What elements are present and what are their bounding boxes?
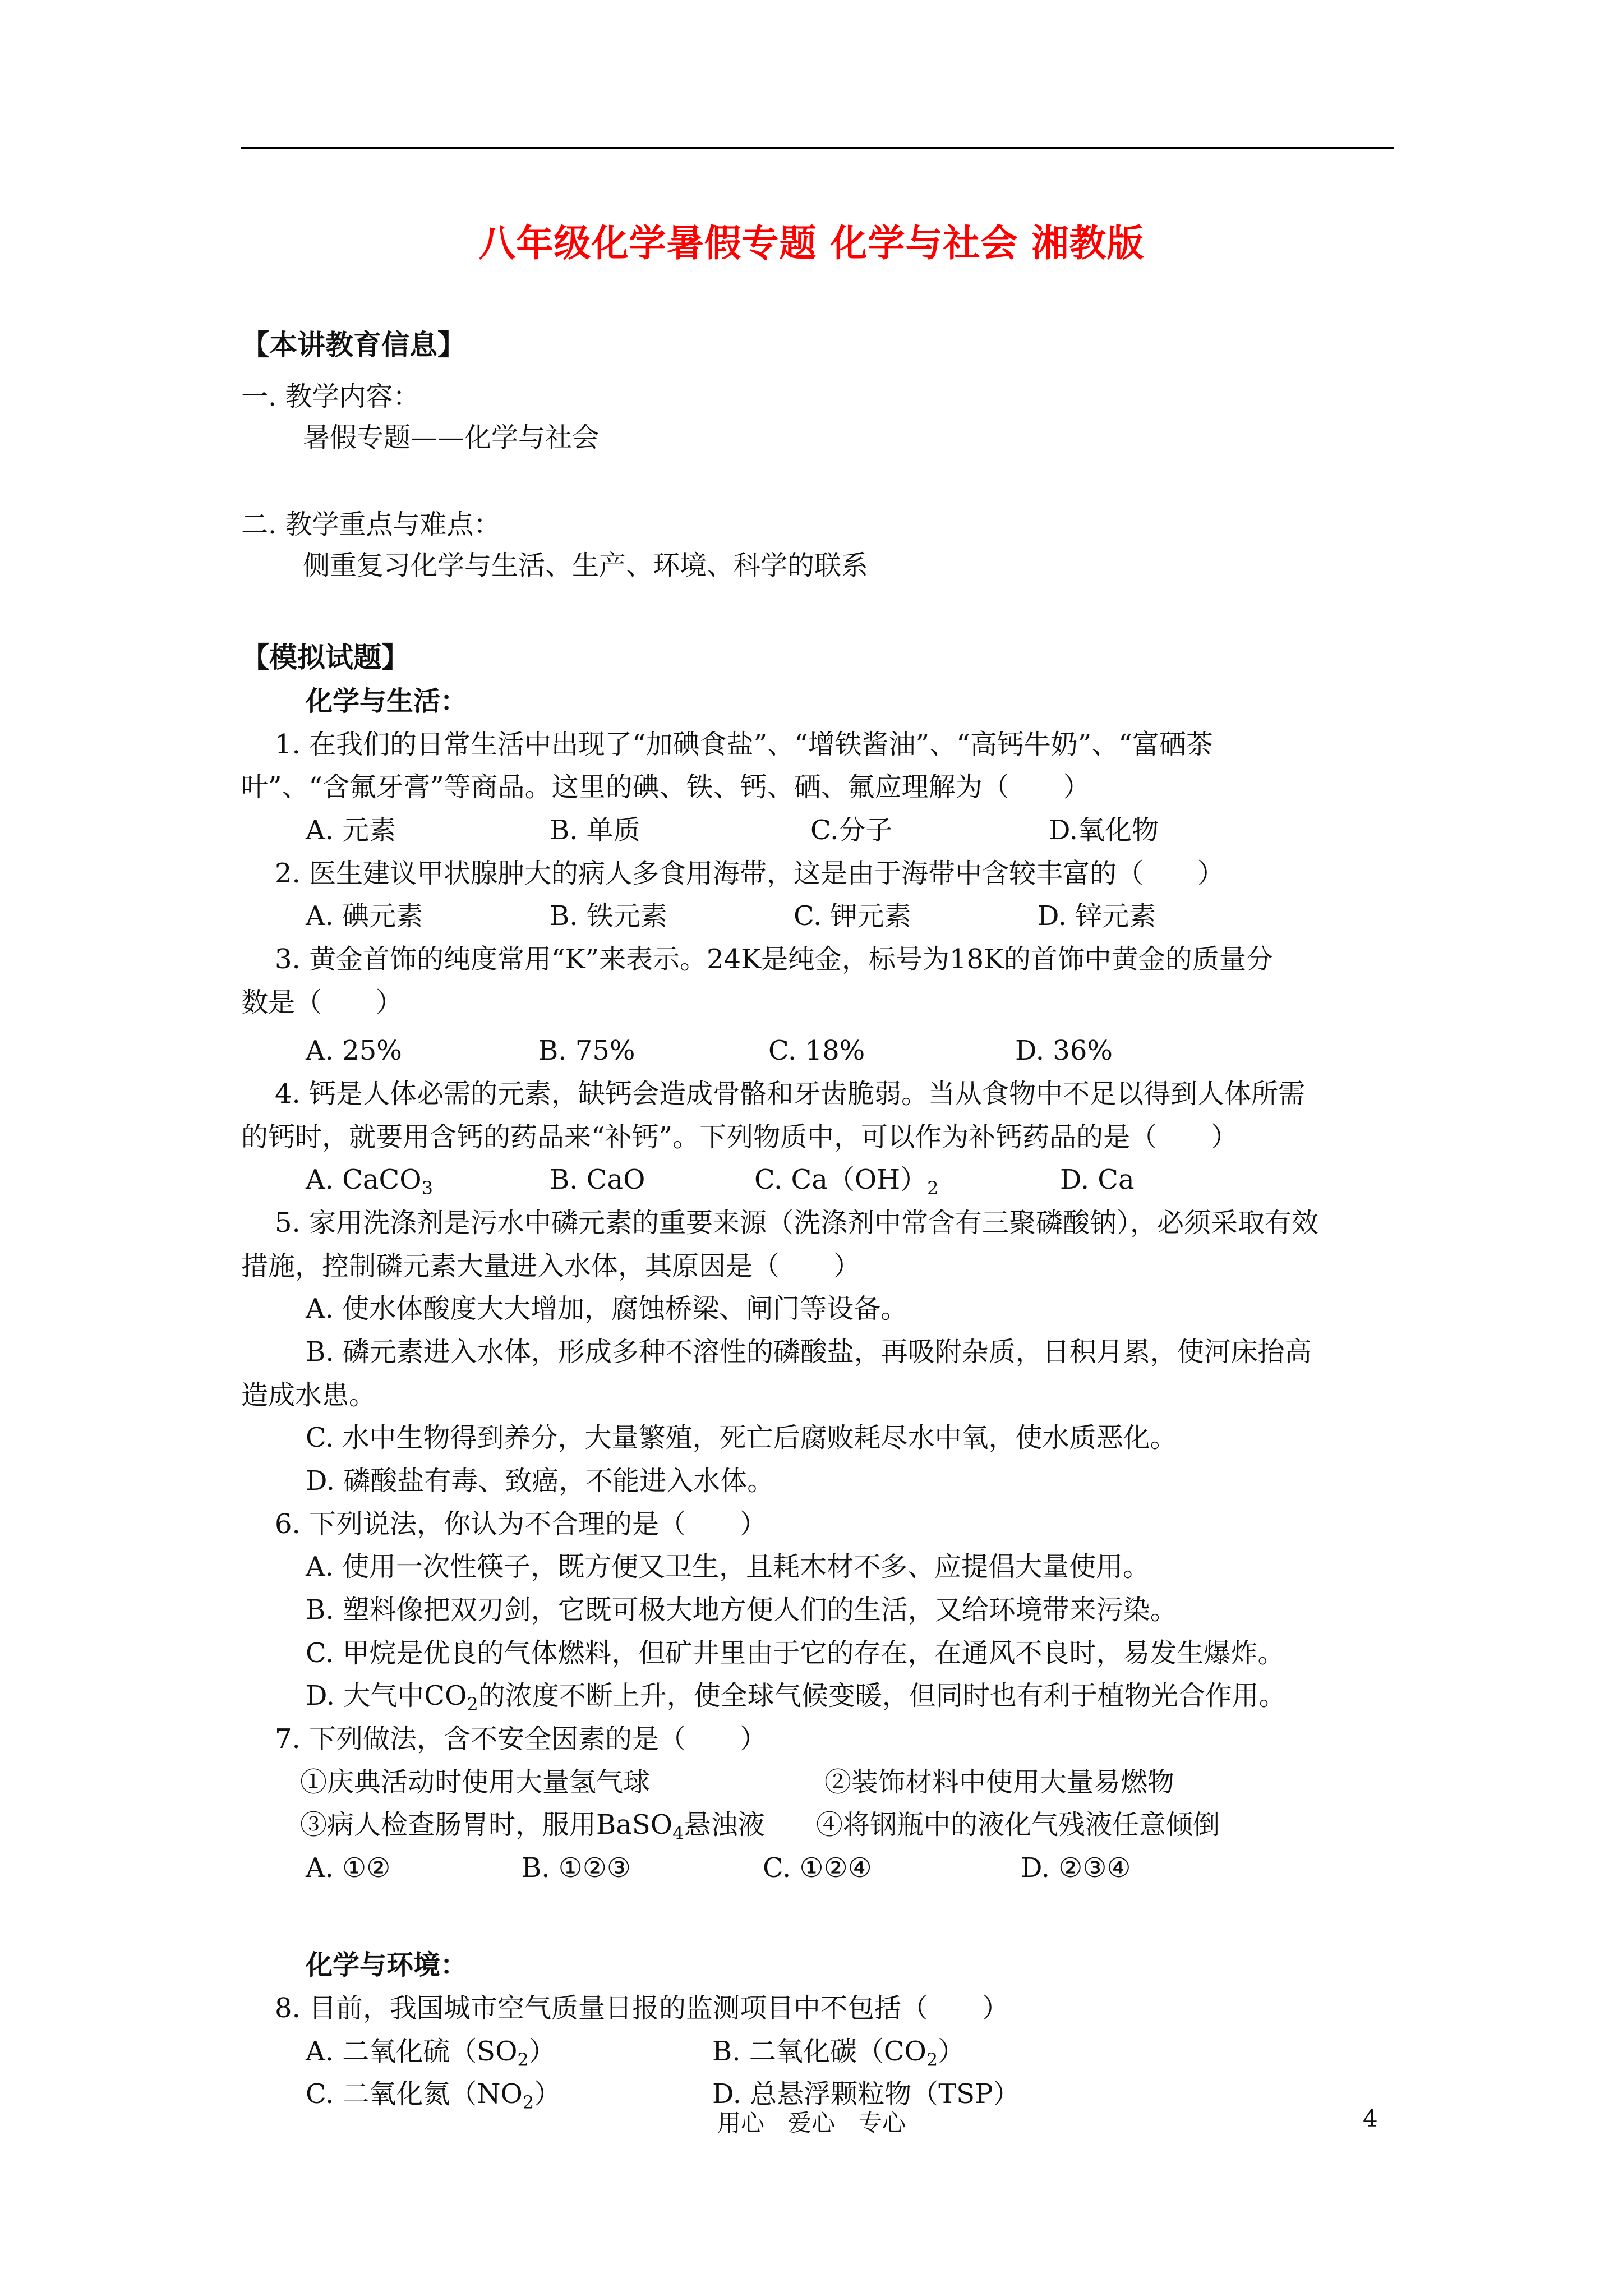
- q4-option-b: B. CaO: [550, 1164, 645, 1195]
- q8-line1: 8. 目前，我国城市空气质量日报的监测项目中不包括（ ）: [275, 1993, 1009, 2024]
- q7-item2: ②装饰材料中使用大量易燃物: [824, 1766, 1175, 1798]
- q5-option-b-line1: B. 磷元素进入水体，形成多种不溶性的磷酸盐，再吸附杂质，日积月累，使河床抬高: [306, 1336, 1312, 1368]
- q7-option-a: A. ①②: [306, 1852, 391, 1884]
- exercise-heading: 【模拟试题】: [241, 641, 409, 674]
- q7-option-b: B. ①②③: [522, 1852, 631, 1884]
- q6-option-c: C. 甲烷是优良的气体燃料，但矿井里由于它的存在，在通风不良时，易发生爆炸。: [306, 1637, 1285, 1669]
- q1-line2: 叶”、“含氟牙膏”等商品。这里的碘、铁、钙、硒、氟应理解为（ ）: [241, 771, 1090, 803]
- q1-option-c: C.分子: [810, 815, 893, 846]
- q2-option-b: B. 铁元素: [550, 900, 667, 932]
- q2-option-a: A. 碘元素: [306, 900, 423, 932]
- content-text: 暑假专题——化学与社会: [303, 422, 600, 453]
- q4-option-c: C. $Ca(OH)_2$: [754, 1164, 939, 1199]
- q3-line1: 3. 黄金首饰的纯度常用“K”来表示。24K是纯金，标号为18K的首饰中黄金的质量分: [275, 944, 1273, 975]
- q6-option-d: D. 大气中$CO_2$的浓度不断上升，使全球气候变暖，但同时也有利于植物光合作用。: [306, 1680, 1286, 1715]
- q5-option-c: C. 水中生物得到养分，大量繁殖，死亡后腐败耗尽水中氧，使水质恶化。: [306, 1422, 1177, 1453]
- q6-line1: 6. 下列说法，你认为不合理的是（ ）: [275, 1508, 767, 1540]
- content-label: 一. 教学内容：: [241, 381, 420, 412]
- q6-option-a: A. 使用一次性筷子，既方便又卫生，且耗木材不多、应提倡大量使用。: [306, 1551, 1150, 1582]
- q4-option-a: A. CaCO$_3$: [306, 1164, 433, 1199]
- q8-option-a: A. 二氧化硫$(SO_2)$: [306, 2036, 556, 2070]
- focus-text: 侧重复习化学与生活、生产、环境、科学的联系: [303, 550, 869, 581]
- q5-line2: 措施，控制磷元素大量进入水体，其原因是（ ）: [241, 1250, 861, 1282]
- q2-line1: 2. 医生建议甲状腺肿大的病人多食用海带，这是由于海带中含较丰富的（ ）: [275, 858, 1225, 889]
- q2-option-c: C. 钾元素: [794, 900, 911, 932]
- q7-item4: ④将钢瓶中的液化气残液任意倾倒: [816, 1809, 1220, 1841]
- q4-option-d: D. Ca: [1060, 1164, 1135, 1195]
- q7-item3: ③病人检查肠胃时，服用BaSO$_4$悬浊液: [300, 1809, 765, 1844]
- q3-option-c: C. 18%: [768, 1035, 865, 1066]
- q3-option-d: D. 36%: [1015, 1035, 1113, 1066]
- q4-line2: 的钙时，就要用含钙的药品来“补钙”。下列物质中，可以作为补钙药品的是（ ）: [241, 1121, 1238, 1153]
- footer-motto: 用心 爱心 专心: [717, 2109, 906, 2137]
- q1-option-d: D.氧化物: [1049, 815, 1159, 846]
- q7-option-d: D. ②③④: [1021, 1852, 1131, 1884]
- header-rule: [241, 147, 1394, 149]
- q5-option-b-line2: 造成水患。: [241, 1379, 376, 1411]
- info-heading: 【本讲教育信息】: [241, 328, 465, 361]
- q7-line1: 7. 下列做法，含不安全因素的是（ ）: [275, 1723, 767, 1755]
- page-number: 4: [1363, 2105, 1378, 2132]
- q5-option-a: A. 使水体酸度大大增加，腐蚀桥梁、闸门等设备。: [306, 1293, 908, 1324]
- q4-line1: 4. 钙是人体必需的元素，缺钙会造成骨骼和牙齿脆弱。当从食物中不足以得到人体所需: [275, 1078, 1306, 1110]
- document-title: 八年级化学暑假专题 化学与社会 湘教版: [478, 221, 1145, 265]
- subheading-env: 化学与环境：: [306, 1949, 468, 1981]
- subheading-life: 化学与生活：: [306, 685, 468, 717]
- q1-option-a: A. 元素: [306, 815, 396, 846]
- q6-option-b: B. 塑料像把双刃剑，它既可极大地方便人们的生活，又给环境带来污染。: [306, 1594, 1177, 1626]
- q2-option-d: D. 锌元素: [1038, 900, 1156, 932]
- q7-option-c: C. ①②④: [763, 1852, 872, 1884]
- q8-option-c: C. 二氧化氮$(NO_2)$: [306, 2078, 561, 2113]
- q5-line1: 5. 家用洗涤剂是污水中磷元素的重要来源（洗涤剂中常含有三聚磷酸钠），必须采取有效: [275, 1207, 1319, 1239]
- q3-line2: 数是（ ）: [241, 987, 403, 1018]
- q8-option-d: D. 总悬浮颗粒物（TSP）: [712, 2078, 1020, 2110]
- q1-option-b: B. 单质: [550, 815, 640, 846]
- q1-line1: 1. 在我们的日常生活中出现了“加碘食盐”、“增铁酱油”、“高钙牛奶”、“富硒茶: [275, 729, 1213, 760]
- q3-option-b: B. 75%: [538, 1035, 635, 1066]
- q3-option-a: A. 25%: [306, 1035, 402, 1066]
- q7-item1: ①庆典活动时使用大量氢气球: [300, 1766, 651, 1798]
- q8-option-b: B. 二氧化碳$(CO_2)$: [712, 2036, 965, 2070]
- focus-label: 二. 教学重点与难点：: [241, 509, 501, 540]
- q5-option-d: D. 磷酸盐有毒、致癌，不能进入水体。: [306, 1465, 774, 1497]
